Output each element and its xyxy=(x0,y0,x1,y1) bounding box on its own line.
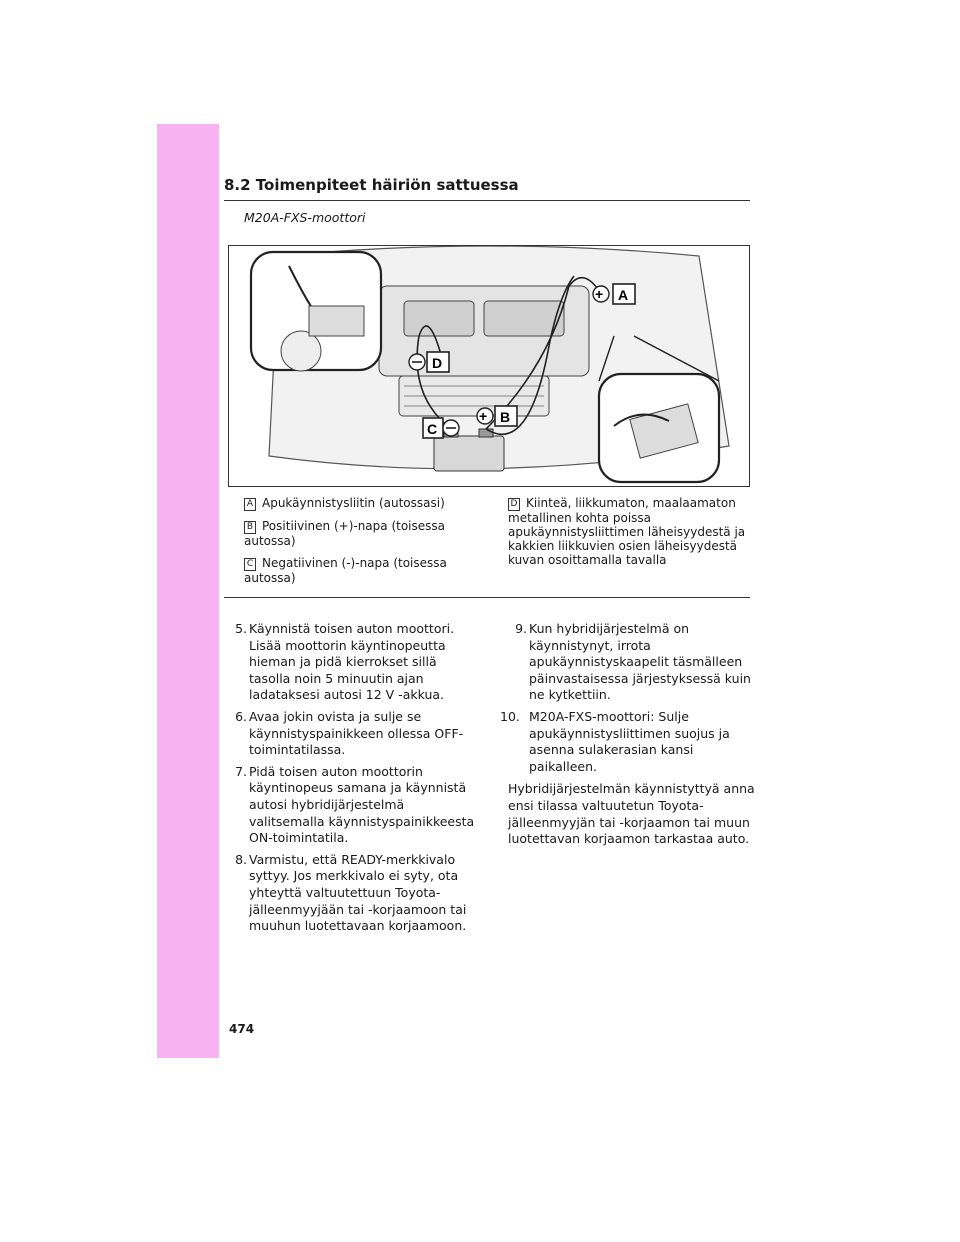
step-text: Varmistu, että READY-merkkivalo syttyy. Jos merkkivalo ei syty, ota yhteyttä valtuutettuun Toyota-jälleenmyyjään tai -korjaamoon tai muuhun luotettavaan korjaamoon. xyxy=(249,851,467,934)
step-7 xyxy=(228,764,478,847)
section-title: 8.2 Toimenpiteet häiriön sattuessa xyxy=(224,176,750,201)
step-number: 8. xyxy=(235,851,247,867)
legend-tag-b: B xyxy=(244,521,256,534)
legend-item-c xyxy=(244,556,469,585)
callout-d-label: D xyxy=(432,355,443,371)
callout-b-label: B xyxy=(500,409,511,425)
steps-column-left xyxy=(228,621,478,940)
figure-legend-right xyxy=(508,496,753,575)
step-text: Kun hybridijärjestelmä on käynnistynyt, irrota apukäynnistyskaapelit täsmälleen päinvastaisessa järjestyksessä kuin ne kytkettiin. xyxy=(529,621,751,703)
step-text: Avaa jokin ovista ja sulje se käynnistyspainikkeen ollessa OFF-toimintatilassa. xyxy=(249,708,464,758)
step-number: 9. xyxy=(515,621,527,636)
step-8 xyxy=(228,852,478,935)
callout-c xyxy=(423,418,459,438)
legend-tag-a: A xyxy=(244,498,256,511)
legend-text-a: Apukäynnistysliitin (autossasi) xyxy=(262,496,445,510)
callout-b xyxy=(477,406,517,426)
step-9 xyxy=(508,621,758,704)
svg-text:+: + xyxy=(595,286,604,302)
step-number: 6. xyxy=(235,708,247,724)
callout-a xyxy=(593,284,635,304)
step-number: 5. xyxy=(235,621,247,636)
step-text: Pidä toisen auton moottorin käyntinopeus samana ja käynnistä autosi hybridijärjestelmä valitsemalla käynnistyspainikkeesta ON-toimintatila. xyxy=(249,763,475,846)
step-5 xyxy=(228,621,478,704)
svg-text:+: + xyxy=(479,408,488,424)
legend-text-c: Negatiivinen (-)-napa (toisessa autossa) xyxy=(244,556,447,585)
step-number: 10. xyxy=(500,708,520,724)
callout-c-label: C xyxy=(427,421,438,437)
legend-text-b: Positiivinen (+)-napa (toisessa autossa) xyxy=(244,519,445,548)
step-text: M20A-FXS-moottori: Sulje apukäynnistysliittimen suojus ja asenna sulakerasian kansi paikalleen. xyxy=(529,708,730,774)
figure-subtitle: M20A-FXS-moottori xyxy=(244,210,366,225)
step-number: 7. xyxy=(235,763,247,779)
engine-drawing xyxy=(229,246,749,486)
callout-a-label: A xyxy=(618,287,629,303)
legend-item-a xyxy=(244,496,469,511)
step-10 xyxy=(500,708,758,775)
step-text: Käynnistä toisen auton moottori. Lisää moottorin käyntinopeutta hieman ja pidä kierrokset sillä tasolla noin 5 minuutin ajan ladataksesi autosi 12 V -akkua. xyxy=(249,621,455,703)
engine-illustration xyxy=(228,245,750,487)
steps-column-right xyxy=(500,621,758,848)
chapter-sidebar xyxy=(157,124,219,1058)
closing-paragraph: Hybridijärjestelmän käynnistyttyä anna ensi tilassa valtuutetun Toyota-jälleenmyyjän tai -korjaamon tai muun luotettavan korjaamon tarkastaa auto. xyxy=(508,781,755,847)
section-divider xyxy=(224,597,750,598)
legend-item-d xyxy=(508,496,753,567)
legend-text-d: Kiinteä, liikkumaton, maalaamaton metallinen kohta poissa apukäynnistysliittimen läheisyydestä ja kakkien liikkuvien osien läheisyydestä kuvan osoittamalla tavalla xyxy=(508,496,746,567)
callout-d xyxy=(409,352,449,372)
legend-tag-c: C xyxy=(244,558,256,571)
step-6 xyxy=(228,709,478,759)
legend-item-b xyxy=(244,519,469,548)
legend-tag-d: D xyxy=(508,498,520,511)
page-number: 474 xyxy=(229,1022,255,1036)
figure-legend-left xyxy=(244,496,469,593)
